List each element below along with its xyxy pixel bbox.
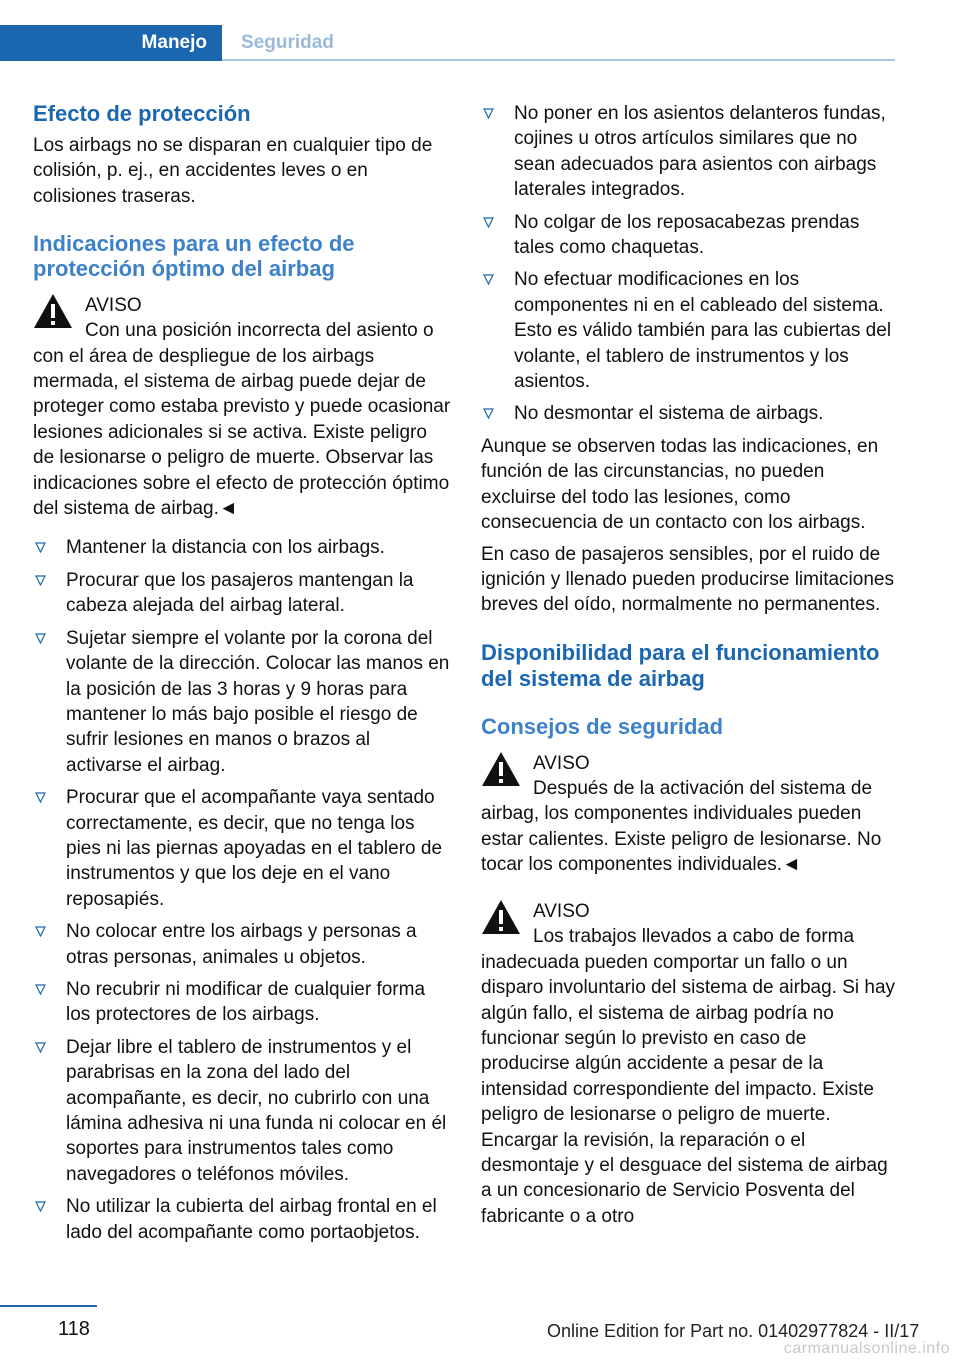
warning-triangle-icon bbox=[481, 751, 521, 789]
warning-box-trabajos bbox=[481, 899, 899, 1229]
triangle-bullet-icon bbox=[35, 1042, 46, 1053]
triangle-bullet-icon bbox=[483, 108, 494, 119]
triangle-bullet-icon bbox=[483, 217, 494, 228]
triangle-bullet-icon bbox=[35, 984, 46, 995]
triangle-bullet-icon bbox=[35, 542, 46, 553]
list-item: No colgar de los reposacabezas prendas tales como chaquetas. bbox=[481, 210, 899, 261]
heading-indicaciones: Indicaciones para un efecto de protección óptimo del airbag bbox=[33, 231, 355, 282]
list-item: No efectuar modificaciones en los componentes ni en el cableado del sistema. Esto es válido también para las cubiertas del volante, el tablero de instrumentos y los asientos. bbox=[481, 267, 899, 394]
triangle-bullet-icon bbox=[483, 274, 494, 285]
safety-list-right bbox=[481, 101, 899, 427]
warning-triangle-icon bbox=[33, 293, 73, 331]
list-item: No poner en los asientos delanteros fundas, cojines u otros artículos similares que no sean adecuados para asientos con airbags laterales integrados. bbox=[481, 101, 899, 203]
list-item: No utilizar la cubierta del airbag frontal en el lado del acompañante como portaobjetos. bbox=[33, 1194, 451, 1245]
triangle-bullet-icon bbox=[35, 633, 46, 644]
triangle-bullet-icon bbox=[35, 926, 46, 937]
header-divider bbox=[222, 59, 895, 61]
list-item: No recubrir ni modificar de cualquier forma los protectores de los airbags. bbox=[33, 977, 451, 1028]
list-item: Procurar que los pasajeros mantengan la cabeza alejada del airbag lateral. bbox=[33, 568, 451, 619]
tab-manejo[interactable] bbox=[0, 25, 222, 61]
warning-text: inadecuada pueden comportar un fallo o un disparo involuntario del sistema de airbag. Si hay algún fallo, el sistema de airbag podría no funcionar según lo previsto en caso de producirse algún accidente a pesar de la intensidad correspondiente del impacto. Existe peligro de lesionarse o peligro de muerte. Encargar la revisión, la reparación o el desmontaje y el desguace del sistema de airbag a un concesionario de Servicio Posventa del fabricante o a otro bbox=[481, 951, 896, 1227]
warning-text: con el área de despliegue de los airbags mermada, el sistema de airbag puede dejar de proteger como estaba previsto y puede ocasionar lesiones adicionales si se activa. Existe peligro de lesionarse o peligro de muerte. Observar las indicaciones sobre el efecto de protección óptimo del sistema de airbag.◄ bbox=[33, 345, 451, 520]
list-item: Dejar libre el tablero de instrumentos y el parabrisas en la zona del lado del acompañante, es decir, no cubrirlo con una lámina adhesiva ni una funda ni colocar en él soportes para instrumentos tales como navegadores o teléfonos móviles. bbox=[33, 1035, 451, 1187]
warning-title: AVISO bbox=[533, 901, 590, 923]
list-item: Mantener la distancia con los airbags. bbox=[33, 535, 451, 560]
right-column bbox=[481, 101, 899, 1229]
warning-box-componentes bbox=[481, 751, 899, 878]
tab-seguridad-label: Seguridad bbox=[241, 32, 334, 53]
triangle-bullet-icon bbox=[35, 575, 46, 586]
warning-text-first-line: Con una posición incorrecta del asiento o bbox=[85, 320, 434, 342]
list-item: Procurar que el acompañante vaya sentado correctamente, es decir, que no tenga los pies ni las piernas apoyadas en el tablero de instrumentos y que los deje en el vano reposapiés. bbox=[33, 785, 451, 912]
left-column bbox=[33, 101, 451, 1252]
warning-text: airbag, los componentes individuales pueden estar calientes. Existe peligro de lesionarse. No tocar los componentes individuales.◄ bbox=[481, 803, 882, 875]
triangle-bullet-icon bbox=[35, 792, 46, 803]
footer-divider bbox=[0, 1305, 97, 1307]
paragraph-aunque: Aunque se observen todas las indicaciones, en función de las circunstancias, no pueden excluirse del todo las lesiones, como consecuencia de un contacto con los airbags. bbox=[481, 435, 879, 534]
heading-efecto-proteccion: Efecto de protección bbox=[33, 101, 251, 126]
edition-note: Online Edition for Part no. 01402977824 - II/17 bbox=[547, 1321, 920, 1341]
triangle-bullet-icon bbox=[483, 408, 494, 419]
warning-text-first-line: Después de la activación del sistema de bbox=[533, 777, 873, 799]
tab-manejo-label: Manejo bbox=[141, 32, 207, 53]
page-number: 118 bbox=[58, 1318, 90, 1340]
warning-title: AVISO bbox=[533, 752, 590, 774]
warning-box-posicion bbox=[33, 293, 451, 521]
list-item: No desmontar el sistema de airbags. bbox=[481, 401, 899, 426]
paragraph-efecto: Los airbags no se disparan en cualquier tipo de colisión, p. ej., en accidentes leves o en colisiones traseras. bbox=[33, 135, 433, 207]
heading-consejos: Consejos de seguridad bbox=[481, 713, 724, 739]
triangle-bullet-icon bbox=[35, 1201, 46, 1212]
heading-disponibilidad: Disponibilidad para el funcionamiento del sistema de airbag bbox=[481, 639, 880, 691]
list-item: No colocar entre los airbags y personas a otras personas, animales u objetos. bbox=[33, 919, 451, 970]
list-item: Sujetar siempre el volante por la corona del volante de la dirección. Colocar las manos en la posición de las 3 horas y 9 horas para mantener lo más bajo posible el riesgo de sufrir lesiones en manos o brazos al activarse el airbag. bbox=[33, 626, 451, 778]
safety-list-left bbox=[33, 535, 451, 1245]
watermark: carmanualsonline.info bbox=[783, 1340, 950, 1357]
chapter-header bbox=[0, 25, 895, 61]
paragraph-pasajeros: En caso de pasajeros sensibles, por el ruido de ignición y llenado pueden producirse limitaciones breves del oído, normalmente no permanentes. bbox=[481, 543, 894, 616]
tab-seguridad[interactable] bbox=[222, 25, 895, 61]
warning-triangle-icon bbox=[481, 899, 521, 937]
warning-title: AVISO bbox=[85, 295, 142, 317]
warning-text-first-line: Los trabajos llevados a cabo de forma bbox=[533, 926, 855, 948]
